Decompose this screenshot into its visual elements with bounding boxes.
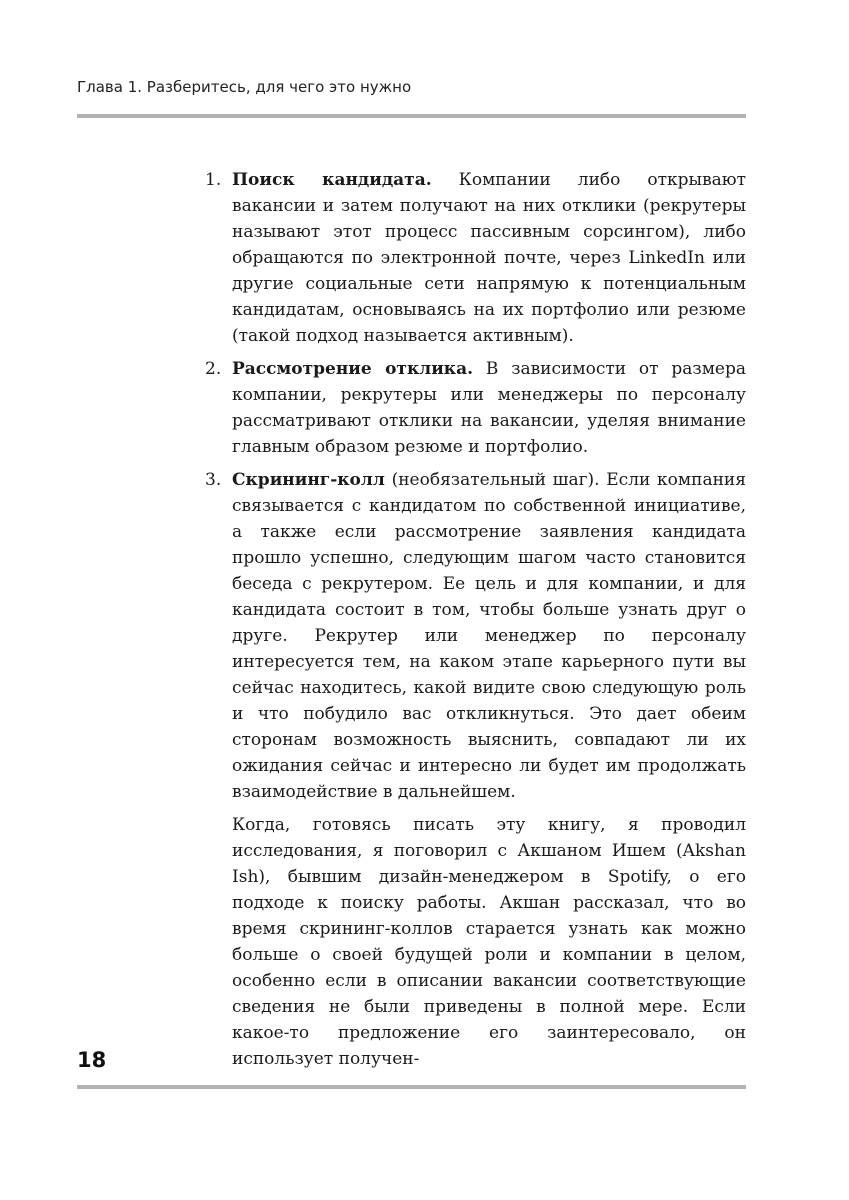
list-item xyxy=(205,467,746,805)
list-text xyxy=(232,167,746,349)
list-number: 3. xyxy=(205,470,222,490)
list-lead: Рассмотрение отклика. xyxy=(232,359,474,379)
list-body: В зависимости от размера компании, рекрутеры или менеджеры по персоналу рассматривают отклики на вакансии, уделяя внимание главным образом резюме и портфолио. xyxy=(232,359,746,457)
list-item xyxy=(205,167,746,349)
page-number: 18 xyxy=(77,1048,107,1072)
list-lead: Скрининг-колл xyxy=(232,470,385,490)
page-body xyxy=(205,167,746,1072)
list-number: 1. xyxy=(205,170,222,190)
list-number: 2. xyxy=(205,359,222,379)
running-header: Глава 1. Разберитесь, для чего это нужно xyxy=(77,78,412,96)
list-text xyxy=(232,467,746,805)
list-body: (необязательный шаг). Если компания связывается с кандидатом по собственной инициативе, а также если рассмотрение заявления кандидата прошло успешно, следующим шагом часто становится беседа с рекрутером. Ее цель и для компании, и для кандидата состоит в том, чтобы больше узнать друг о друге. Рекрутер или менеджер по персоналу интересуется тем, на каком этапе карьерного пути вы сейчас находитесь, какой видите свою следующую роль и что побудило вас откликнуться. Это дает обеим сторонам возможность выяснить, совпадают ли их ожидания сейчас и интересно ли будет им продолжать взаимодействие в дальнейшем. xyxy=(232,470,746,802)
body-paragraph: Когда, готовясь писать эту книгу, я проводил исследования, я поговорил с Акшаном Ишем (Akshan Ish), бывшим дизайн-менеджером в Spotify, о его подходе к поиску работы. Акшан рассказал, что во время скрининг-коллов старается узнать как можно больше о своей будущей роли и компании в целом, особенно если в описании вакансии соответствующие сведения не были приведены в полной мере. Если какое-то предложение его заинтересовало, он использует получен- xyxy=(232,815,746,1069)
list-body: Компании либо открывают вакансии и затем получают на них отклики (рекрутеры называют этот процесс пассивным сорсингом), либо обращаются по электронной почте, через LinkedIn или другие социальные сети напрямую к потенциальным кандидатам, основываясь на их портфолио или резюме (такой подход называется активным). xyxy=(232,170,746,346)
list-lead: Поиск кандидата. xyxy=(232,170,432,190)
list-text xyxy=(232,356,746,460)
list-item xyxy=(205,356,746,460)
footer-rule xyxy=(77,1085,746,1089)
header-rule xyxy=(77,114,746,118)
